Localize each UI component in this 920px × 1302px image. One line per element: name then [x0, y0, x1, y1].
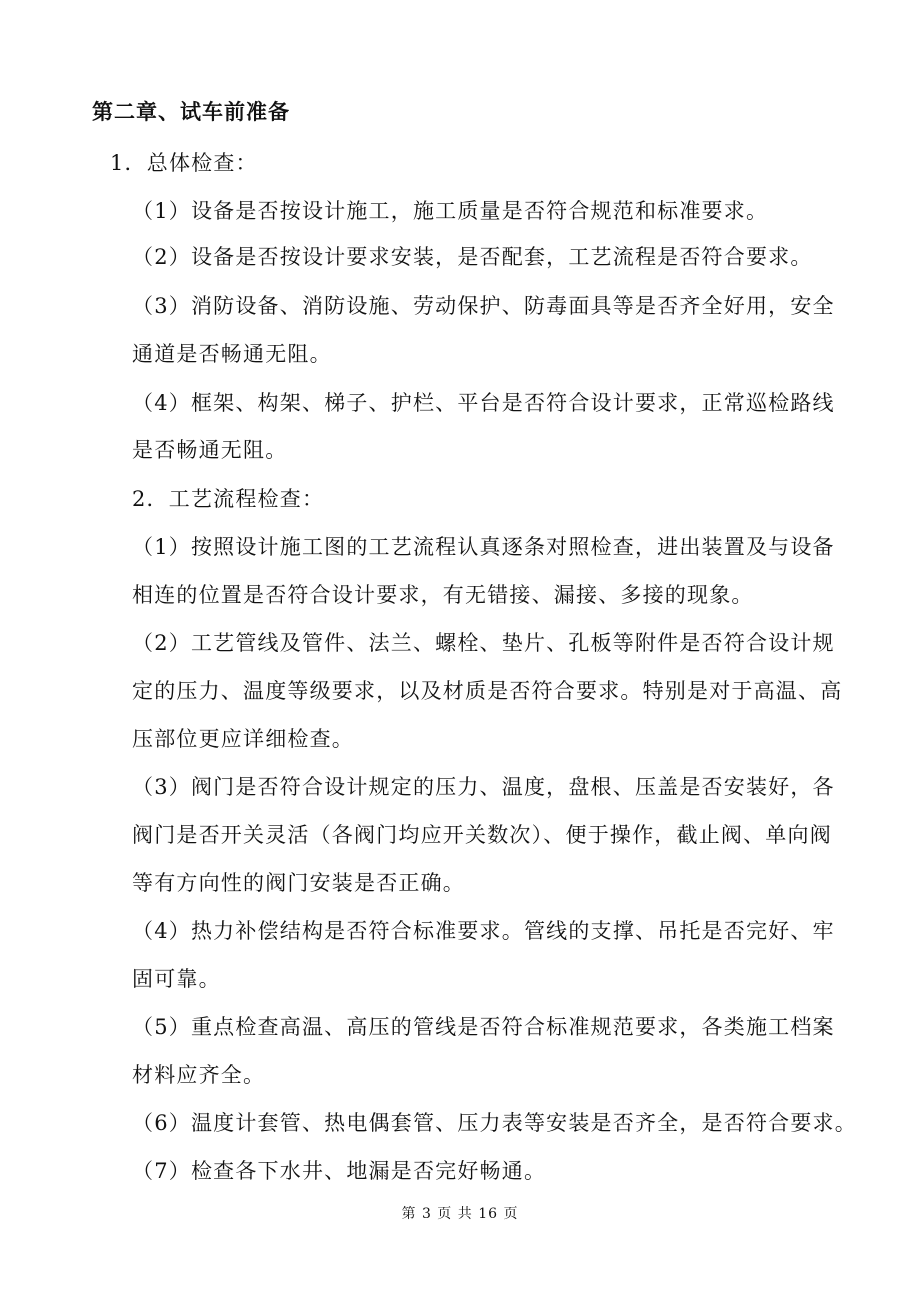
paragraph-line: （4）热力补偿结构是否符合标准要求。管线的支撑、吊托是否完好、牢	[132, 919, 835, 943]
paragraph-line: （6）温度计套管、热电偶套管、压力表等安装是否齐全，是否符合要求。	[132, 1111, 857, 1135]
paragraph-line: 固可靠。	[132, 967, 221, 991]
paragraph-line: 相连的位置是否符合设计要求，有无错接、漏接、多接的现象。	[132, 583, 754, 607]
section-heading-overall-check: 1．总体检查：	[110, 151, 258, 175]
paragraph-line: 材料应齐全。	[132, 1063, 266, 1087]
paragraph-line: （2）设备是否按设计要求安装，是否配套，工艺流程是否符合要求。	[132, 245, 813, 269]
paragraph-line: （5）重点检查高温、高压的管线是否符合标准规范要求，各类施工档案	[132, 1015, 835, 1039]
paragraph-line: （3）阀门是否符合设计规定的压力、温度，盘根、压盖是否安装好，各	[132, 775, 835, 799]
paragraph-line: 是否畅通无阻。	[132, 438, 288, 462]
paragraph-line: （4）框架、构架、梯子、护栏、平台是否符合设计要求，正常巡检路线	[132, 391, 835, 415]
paragraph-line: 定的压力、温度等级要求，以及材质是否符合要求。特别是对于高温、高	[132, 679, 843, 703]
paragraph-line: （1）设备是否按设计施工，施工质量是否符合规范和标准要求。	[132, 199, 769, 223]
paragraph-line: 阀门是否开关灵活（各阀门均应开关数次）、便于操作，截止阀、单向阀	[132, 823, 832, 847]
paragraph-line: 通道是否畅通无阻。	[132, 342, 332, 366]
paragraph-line: 压部位更应详细检查。	[132, 727, 354, 751]
chapter-title: 第二章、试车前准备	[92, 100, 290, 124]
paragraph-line: （1）按照设计施工图的工艺流程认真逐条对照检查，进出装置及与设备	[132, 535, 835, 559]
page-number-footer: 第 3 页 共 16 页	[401, 1206, 519, 1222]
paragraph-line: （2）工艺管线及管件、法兰、螺栓、垫片、孔板等附件是否符合设计规	[132, 631, 835, 655]
paragraph-line: 等有方向性的阀门安装是否正确。	[132, 871, 465, 895]
paragraph-line: （7）检查各下水井、地漏是否完好畅通。	[132, 1159, 547, 1183]
section-heading-process-check: 2．工艺流程检查：	[132, 487, 325, 511]
paragraph-line: （3）消防设备、消防设施、劳动保护、防毒面具等是否齐全好用，安全	[132, 294, 835, 318]
